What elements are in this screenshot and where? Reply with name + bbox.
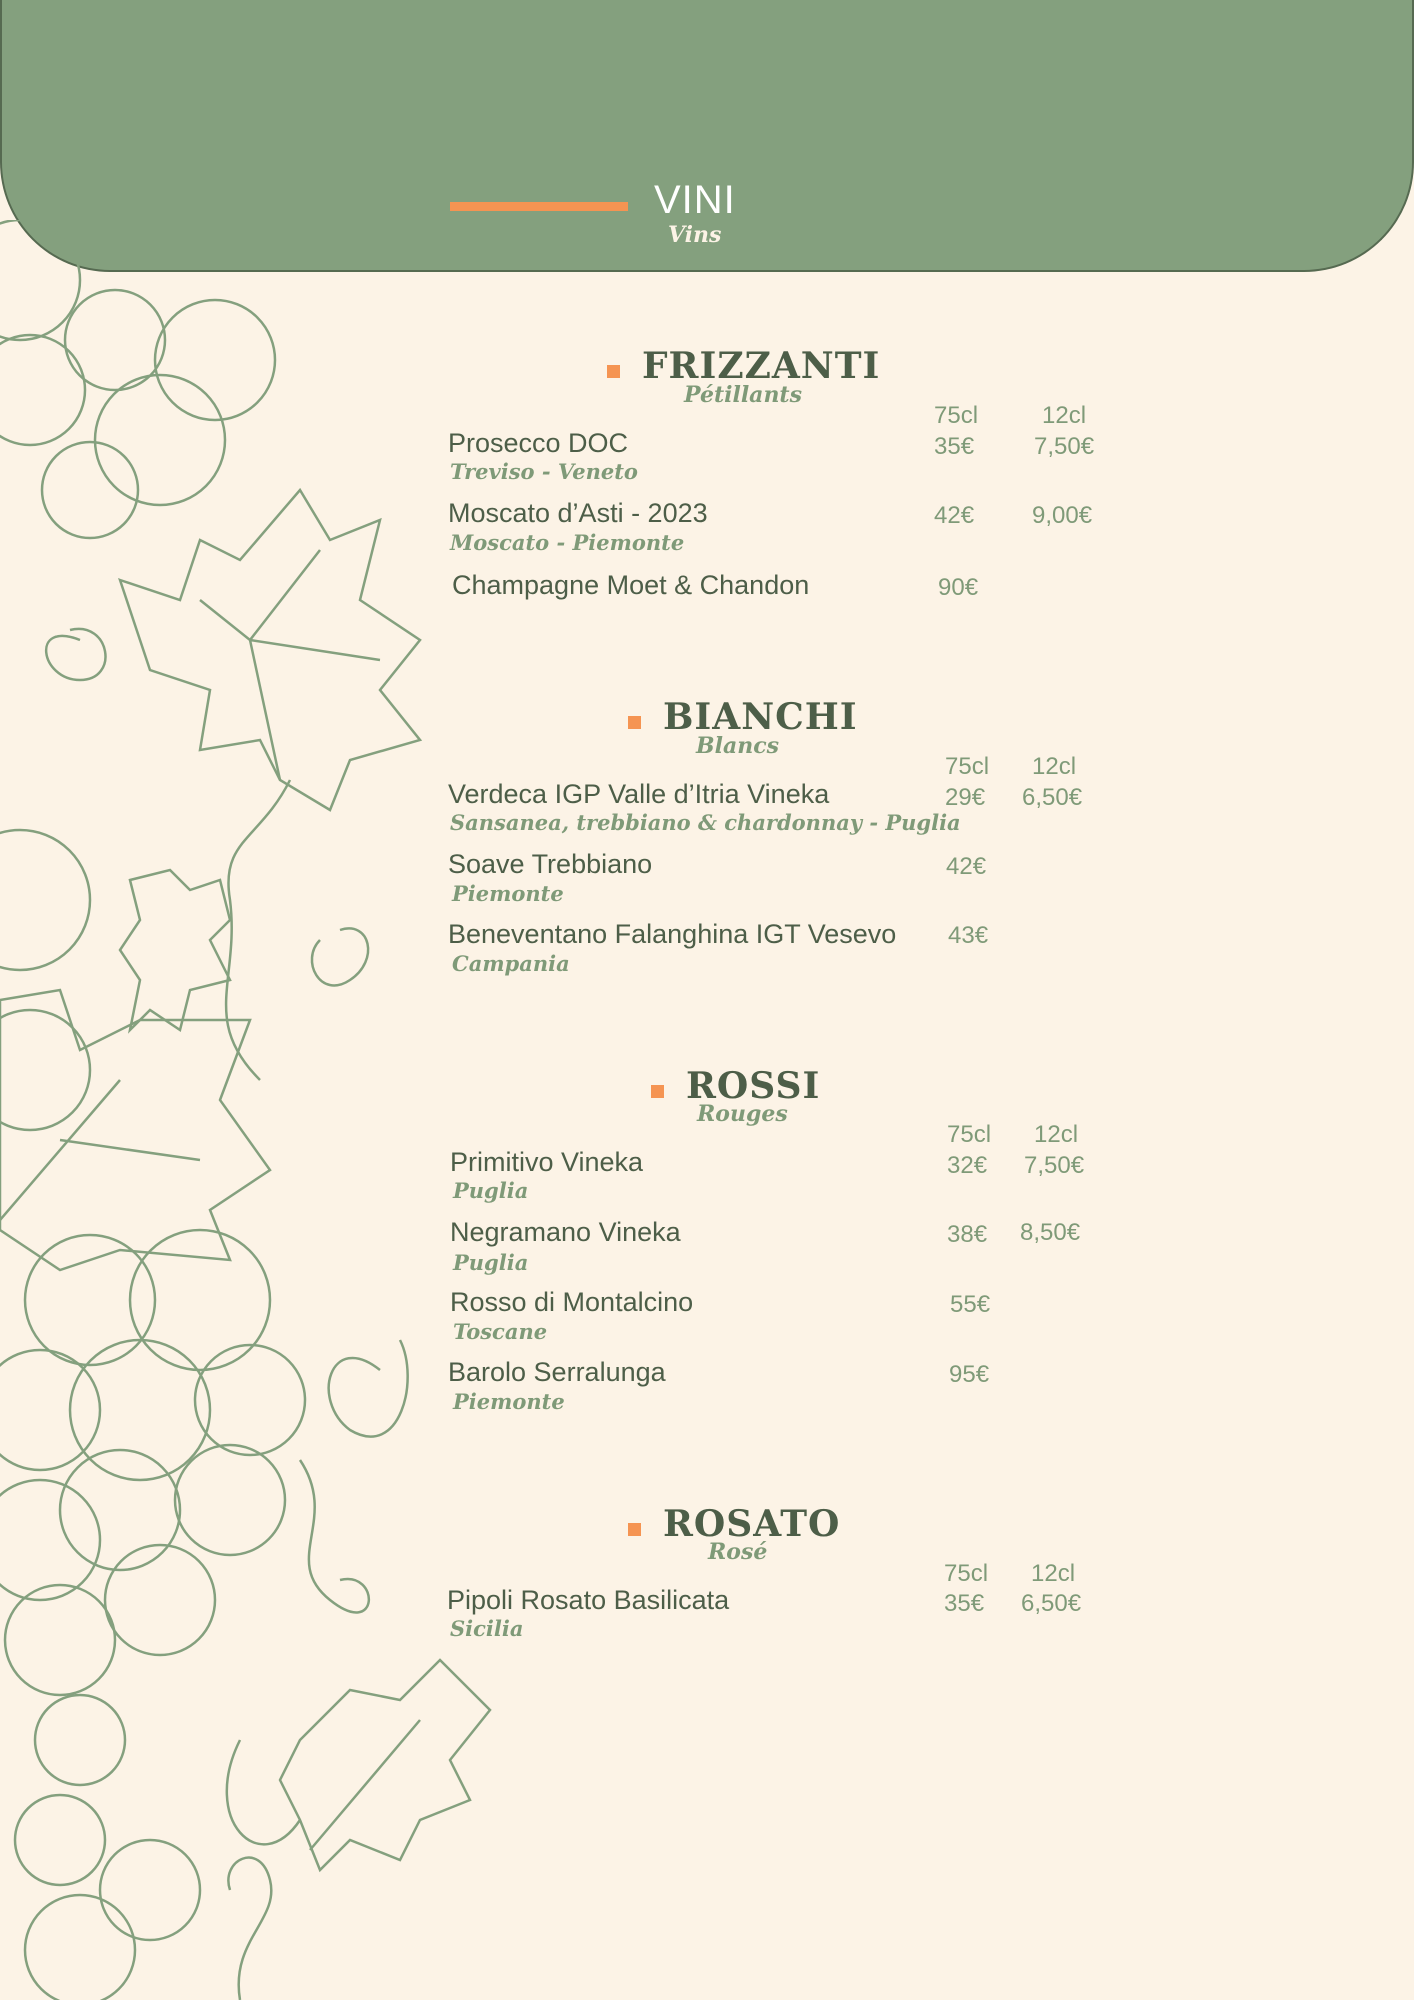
wine-origin: Sicilia [450, 1616, 524, 1641]
section-subtitle: Rosé [708, 1539, 768, 1565]
price-75cl: 95€ [949, 1361, 990, 1388]
wine-origin: Piemonte [453, 1389, 565, 1414]
page-title: VINI [654, 178, 736, 222]
wine-origin: Campania [452, 951, 570, 976]
wine-name: Negramano Vineka [450, 1217, 681, 1247]
section-bullet [628, 1523, 641, 1536]
vine-tendril-3 [228, 1858, 271, 2000]
wine-name: Soave Trebbiano [448, 849, 653, 879]
grape-cluster-bottom [0, 1230, 305, 1785]
price-12cl: 7,50€ [1024, 1152, 1085, 1179]
wine-name: Moscato d’Asti - 2023 [448, 498, 708, 528]
leaf-lower [280, 1660, 490, 1870]
column-header-12cl: 12cl [1031, 1560, 1076, 1587]
header-accent-line [450, 202, 628, 211]
price-75cl: 35€ [944, 1590, 985, 1617]
wine-origin: Moscato - Piemonte [450, 530, 685, 555]
column-header-75cl: 75cl [944, 1560, 989, 1587]
section-subtitle: Rouges [697, 1101, 788, 1127]
column-header-75cl: 75cl [934, 402, 979, 429]
wine-origin: Sansanea, trebbiano & chardonnay - Puglia [450, 810, 961, 835]
section-subtitle: Pétillants [684, 382, 802, 408]
page-subtitle: Vins [668, 222, 722, 248]
wine-name: Champagne Moet & Chandon [452, 570, 810, 600]
price-75cl: 32€ [947, 1152, 988, 1179]
section-bullet [651, 1085, 664, 1098]
grapevine-illustration [0, 220, 500, 2000]
section-bullet [628, 716, 641, 729]
leaf-small [120, 870, 368, 1030]
vine-tendril-1 [46, 629, 290, 1080]
wine-name: Rosso di Montalcino [450, 1287, 694, 1317]
wine-origin: Toscane [453, 1319, 548, 1344]
column-header-12cl: 12cl [1034, 1121, 1079, 1148]
column-header-75cl: 75cl [945, 753, 990, 780]
wine-name: Prosecco DOC [448, 428, 629, 458]
price-12cl: 8,50€ [1020, 1219, 1081, 1246]
section-title: FRIZZANTI [642, 345, 881, 387]
price-75cl: 43€ [948, 922, 989, 949]
price-12cl: 7,50€ [1034, 433, 1095, 460]
column-header-75cl: 75cl [947, 1121, 992, 1148]
price-75cl: 42€ [946, 853, 987, 880]
section-bullet [607, 365, 620, 378]
wine-name: Beneventano Falanghina IGT Vesevo [448, 919, 897, 949]
price-75cl: 42€ [934, 502, 975, 529]
price-12cl: 6,50€ [1021, 1590, 1082, 1617]
price-12cl: 9,00€ [1032, 502, 1093, 529]
section-subtitle: Blancs [696, 733, 779, 759]
vine-tendril-2 [227, 1340, 408, 1844]
wine-origin: Piemonte [452, 881, 564, 906]
price-75cl: 90€ [938, 574, 979, 601]
wine-origin: Puglia [453, 1250, 529, 1275]
leaf-upper [120, 490, 420, 810]
column-header-12cl: 12cl [1032, 753, 1077, 780]
section-title: ROSATO [663, 1503, 841, 1545]
section-title: ROSSI [686, 1065, 821, 1107]
wine-origin: Treviso - Veneto [450, 459, 638, 484]
grape-cluster-top [0, 220, 275, 538]
wine-name: Verdeca IGP Valle d’Itria Vineka [448, 779, 830, 809]
wine-name: Barolo Serralunga [448, 1357, 666, 1387]
grape-cluster-middle [0, 830, 90, 1130]
grape-cluster-corner [15, 1795, 200, 2000]
wine-name: Pipoli Rosato Basilicata [447, 1585, 730, 1615]
price-75cl: 38€ [947, 1221, 988, 1248]
price-75cl: 35€ [934, 433, 975, 460]
wine-origin: Puglia [453, 1178, 529, 1203]
price-75cl: 29€ [945, 784, 986, 811]
wine-name: Primitivo Vineka [450, 1147, 644, 1177]
price-75cl: 55€ [950, 1291, 991, 1318]
section-title: BIANCHI [663, 696, 858, 738]
price-12cl: 6,50€ [1022, 784, 1083, 811]
column-header-12cl: 12cl [1042, 402, 1087, 429]
